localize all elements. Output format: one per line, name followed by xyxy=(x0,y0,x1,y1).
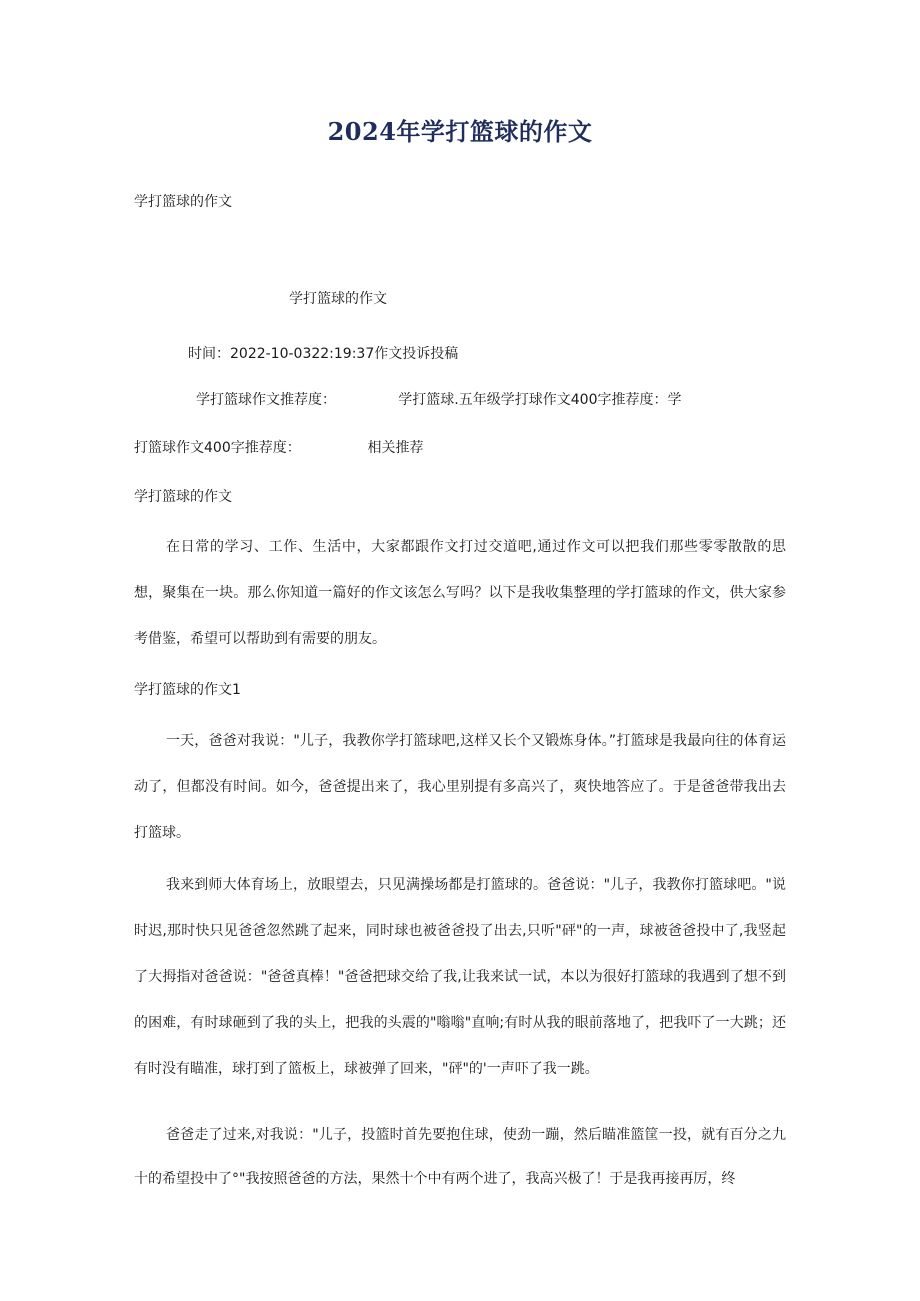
section-heading: 学打篮球的作文 xyxy=(134,489,232,505)
related-line-1: 学打篮球作文推荐度： 学打篮球.五年级学打球作文400字推荐度：学 xyxy=(196,392,682,408)
document-title: 2024年学打篮球的作文 xyxy=(327,117,593,146)
document-subtitle: 学打篮球的作文 xyxy=(134,194,232,210)
essay-paragraph: 一天，爸爸对我说："儿子，我教你学打篮球吧,这样又长个又锻炼身体。”打篮球是我最向往的体育运动了，但都没有时间。如今，爸爸提出来了，我心里别提有多高兴了，爽快地答应了。于是爸爸带我出去打篮球。 xyxy=(134,733,786,841)
related-line-2: 打篮球作文400字推荐度： 相关推荐 xyxy=(134,440,424,456)
meta-time-line: 时间：2022-10-0322:19:37作文投诉投稿 xyxy=(188,346,459,362)
center-heading: 学打篮球的作文 xyxy=(289,291,387,307)
essay-paragraph: 我来到师大体育场上，放眼望去，只见满操场都是打篮球的。爸爸说："儿子，我教你打篮球吧。"说时迟,那时快只见爸爸忽然跳了起来，同时球也被爸爸投了出去,只听"砰"的一声，球被爸爸投中了,我竖起了大拇指对爸爸说："爸爸真棒！"爸爸把球交给了我,让我来试一试，本以为很好打篮球的我遇到了想不到的困难，有时球砸到了我的头上，把我的头震的"嗡嗡"直响;有时从我的眼前落地了，把我吓了一大跳；还有时没有瞄准，球打到了篮板上，球被弹了回来，"砰"的'一声吓了我一跳。 xyxy=(134,877,786,1077)
essay-heading: 学打篮球的作文1 xyxy=(134,682,241,698)
essay-paragraph: 爸爸走了过来,对我说："儿子，投篮时首先要抱住球，使劲一蹦，然后瞄准篮筐一投，就有百分之九十的希望投中了°"我按照爸爸的方法，果然十个中有两个进了，我高兴极了！于是我再接再厉，终 xyxy=(134,1127,786,1187)
intro-paragraph: 在日常的学习、工作、生活中，大家都跟作文打过交道吧,通过作文可以把我们那些零零散散的思想，聚集在一块。那么你知道一篇好的作文该怎么写吗？以下是我收集整理的学打篮球的作文，供大家参考借鉴，希望可以帮助到有需要的朋友。 xyxy=(134,539,786,647)
